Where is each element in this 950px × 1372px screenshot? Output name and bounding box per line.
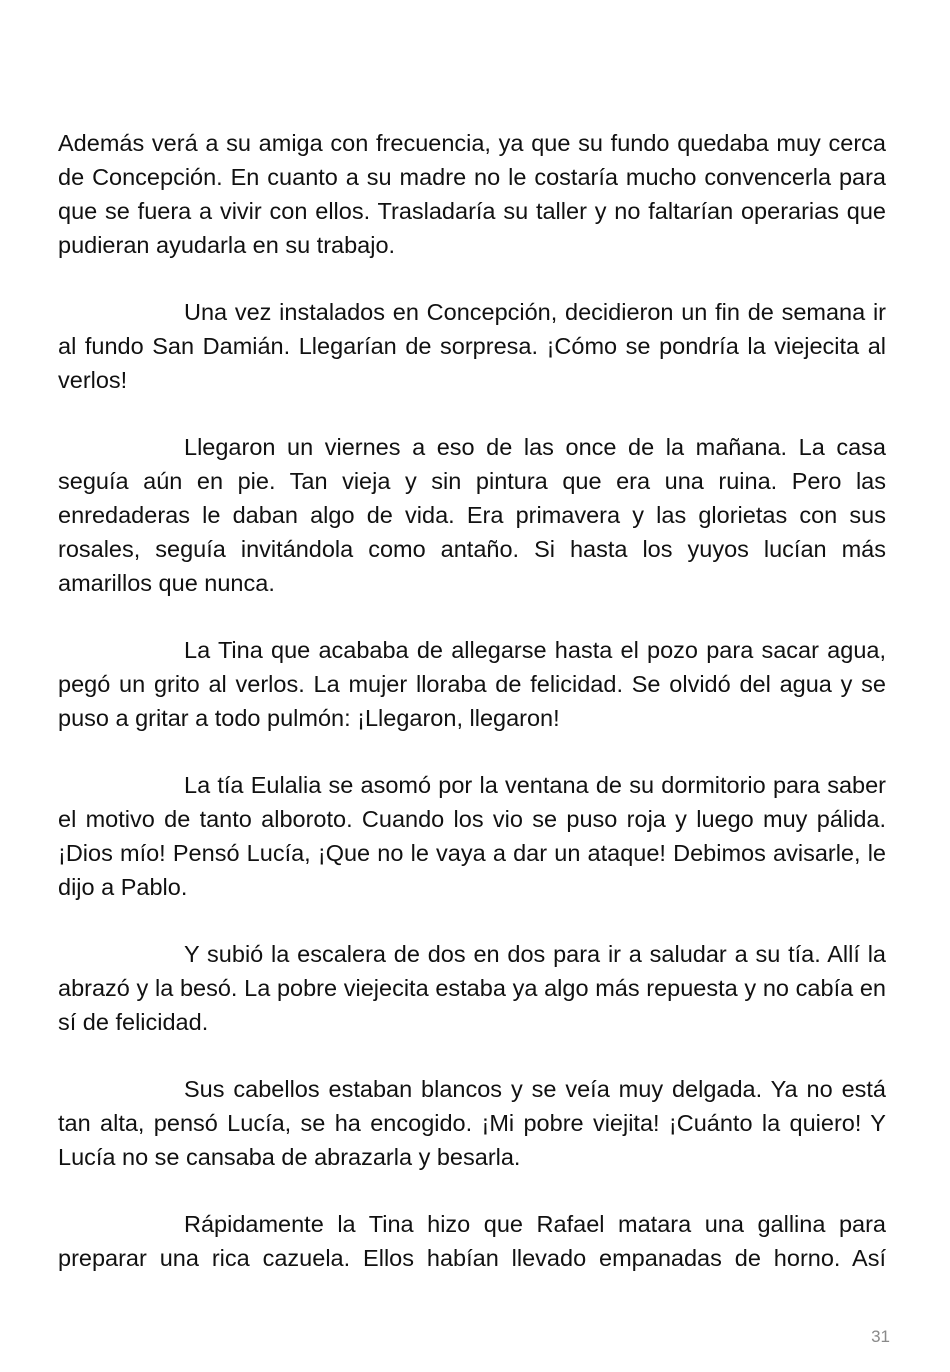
paragraph-3: Llegaron un viernes a eso de las once de la mañana. La casa seguía aún en pie. Tan vieja y sin pintura que era una ruina. Pero las enredaderas le daban algo de vida. Era primavera y las glorietas con sus rosales, seguía invitándola como antaño. Si hasta los yuyos lucían más amarillos que nunca.	[58, 434, 886, 596]
paragraph-7: Sus cabellos estaban blancos y se veía muy delgada. Ya no está tan alta, pensó Lucía, se ha encogido. ¡Mi pobre viejita! ¡Cuánto la quiero! Y Lucía no se cansaba de abrazarla y besarla.	[58, 1076, 886, 1170]
page-number: 31	[871, 1327, 890, 1346]
paragraph-6: Y subió la escalera de dos en dos para ir a saludar a su tía. Allí la abrazó y la besó. La pobre viejecita estaba ya algo más repuesta y no cabía en sí de felicidad.	[58, 941, 886, 1035]
paragraph-5: La tía Eulalia se asomó por la ventana de su dormitorio para saber el motivo de tanto alboroto. Cuando los vio se puso roja y luego muy pálida. ¡Dios mío! Pensó Lucía, ¡Que no le vaya a dar un ataque! Debimos avisarle, le dijo a Pablo.	[58, 772, 886, 900]
paragraph-2: Una vez instalados en Concepción, decidieron un fin de semana ir al fundo San Damián. Llegarían de sorpresa. ¡Cómo se pondría la viejecita al verlos!	[58, 299, 886, 393]
paragraph-8: Rápidamente la Tina hizo que Rafael matara una gallina para preparar una rica cazuela. Ellos habían llevado empanadas de horno. Así	[58, 1211, 886, 1271]
paragraph-1: Además verá a su amiga con frecuencia, ya que su fundo quedaba muy cerca de Concepción. En cuanto a su madre no le costaría mucho convencerla para que se fuera a vivir con ellos. Trasladaría su taller y no faltarían operarias que pudieran ayudarla en su trabajo.	[58, 130, 886, 258]
paragraph-4: La Tina que acababa de allegarse hasta el pozo para sacar agua, pegó un grito al verlos. La mujer lloraba de felicidad. Se olvidó del agua y se puso a gritar a todo pulmón: ¡Llegaron, llegaron!	[58, 637, 886, 731]
body-text	[58, 126, 886, 1275]
